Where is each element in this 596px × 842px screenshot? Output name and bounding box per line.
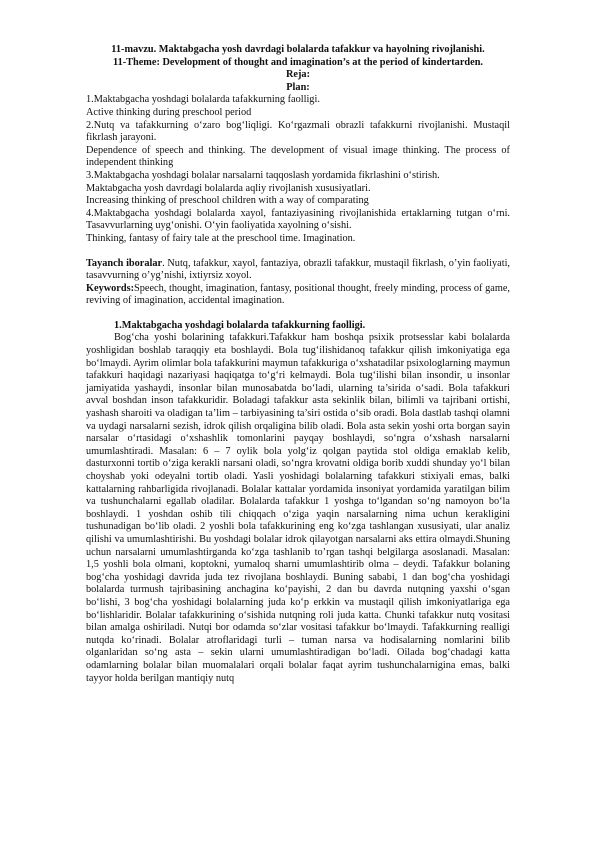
keywords-label: Keywords: — [86, 282, 135, 294]
body-paragraph: Bog‘cha yoshi bolarining tafakkuri.Tafakkur ham boshqa psixik protsesslar kabi bolalarda yoshligidan boshlab taraqqiy eta boshlaydi. Bola tug‘ilishidanoq tafakkur qilish imkoniyatiga ega bo‘lmaydi. Ayrim olimlar bola tafakkurini maymun tafakkuriga o‘xshatadilar psixologlarning maymun tafakkuri haqidagi nazariyasi haqiqatga to‘g‘ri kelmaydi. Bola tug‘ilishi bilan insondir, u insonlar jamiyatida yashaydi, insonlar bilan munosabatda bo‘ladi, ularning ta’sirida o‘sadi. Bola tafakkuri avval boshdan inson tafakkuridir. Boladagi tafakkur asta sekinlik bilan, bilimli va tajribani ortishi, yashash sharoiti va oladigan ta’lim – tarbiyasining ta’siri ostida o‘sib oradi. Bola dastlab tashqi olamni va uydagi narsalarni sezish, idrok qilish orqaligina bilib oladi. Bola asta sekin yoshi orta borgan sayin narsalar o‘rtasidagi o‘xshashlik tomonlarini payqay boshlaydi, so‘ngra o‘xshash narsalarni umumlashtiradi. Masalan: 6 – 7 oylik bola yolg‘iz qolgan paytida stol oldiga emaklab kelib, dasturxonni tortib o‘ziga kerakli narsani oladi, so‘ngra krovatni oldiga borib xuddi shunday yo‘l bilan choyshab yoki odeyalni tortib oladi. Yasli yoshidagi bolalarning tafakkuri stixiyali emas, balki kattalarning rahbarligida rivojlanadi. Bolalar kattalar yordamida insoniyat yordamida yaratilgan bilim va tushunchalarni egallab oladilar. Bolalarda tafakkur 1 yoshga to‘lgandan so‘ng namoyon bo‘la boshlaydi. 1 yoshdan oshib tili chiqqach o‘ziga yaqin narsalarning nima uchun kerakligini tushunadigan bo‘lib oladi. 2 yoshli bola tafakkurining eng ko‘zga tashlangan xususiyati, ular analiz qilishi va umumlashtirishi. Bu yoshdagi bolalar idrok qilayotgan narsalarni aks ettira olmaydi.Shuning uchun narsalarni umumlashtirganda ko‘zga tashlanib to’rgan tashqi belgilarga asoslanadi. Masalan: 1,5 yoshli bola olmani, koptokni, yumaloq sharni umumlashtirib olma – deydi. Tafakkur bolaning bog‘cha yoshidagi davrida juda tez rivojlana boshlaydi. Buning sababi, 1 dan bog‘cha yoshidagi bolalarda turmush tajribasining anchagina ko‘payishi, 2 dan bu davrda nutqning yaxshi o‘sgan bo‘lishi, 3 bog‘cha yoshidagi bolalarning juda ko‘p erkkin va mustaqil qilish imkoniyatlariga ega bo‘lishlaridir. Bolalar tafakkurining o‘sishida nutqning roli juda katta. Chunki tafakkur nutq vositasi bilan amalga oshiriladi. Nutqi bor odamda so‘zlar vositasi tafakkur bo‘lmaydi. Tafakkurning realligi nutqda ko‘rinadi. Bolalar atroflaridagi turli – tuman narsa va hodisalarning nomlarini bilib olganlaridan so‘ng asta – sekin ularni umumlashtiradigan bo‘ladi. Oilada bog‘chadagi katta odamlarning bolalar bilan muomalalari orqali bolalar faqat ayrim tushunchalarnigina emas, balki tayyor holda berilgan mantiqiy nutq — [86, 332, 510, 684]
keywords — [86, 283, 510, 308]
title-english: 11-Theme: Development of thought and imagination’s at the period of kindertarden. — [112, 56, 484, 68]
section-heading-text: 1.Maktabgacha yoshdagi bolalarda tafakkurning faolligi. — [114, 319, 366, 331]
tayanch-label: Tayanch iboralar — [86, 257, 163, 269]
plan-item: 4.Maktabgacha yoshdagi bolalarda xayol, fantaziyasining rivojlanishida ertaklarning tutgan o‘rni. Tasavvurlarning uyg‘onishi. O‘yin faoliyatida xayolning o‘sishi. — [86, 207, 510, 232]
reja-heading: Reja: — [285, 69, 310, 81]
title-uzbek: 11-mavzu. Maktabgacha yosh davrdagi bolalarda tafakkur va hayolning rivojlanishi. — [111, 44, 485, 55]
plan-item: Maktabgacha yosh davrdagi bolalarda aqliy rivojlanish xususiyatlari. — [86, 182, 371, 194]
plan-item: 1.Maktabgacha yoshdagi bolalarda tafakkurning faolligi. — [86, 94, 320, 106]
plan-heading: Plan: — [286, 81, 310, 93]
keywords-text: Speech, thought, imagination, fantasy, positional thought, freely minding, process of game, reviving of imagination, accidental imagination. — [86, 282, 510, 307]
tayanch-iboralar — [86, 258, 510, 283]
plan-item: 2.Nutq va tafakkurning o‘zaro bog‘liqligi. Ko‘rgazmali obrazli tafakkurni rivojlanishi. Mustaqil fikrlash jarayoni. — [86, 119, 510, 144]
section-heading — [86, 320, 510, 333]
plan-item: Dependence of speech and thinking. The development of visual image thinking. The process of independent thinking — [86, 144, 510, 169]
plan-item: Thinking, fantasy of fairy tale at the preschool time. Imagination. — [86, 232, 356, 244]
plan-item: 3.Maktabgacha yoshdagi bolalar narsalarni taqqoslash yordamida fikrlashini o‘stirish. — [86, 169, 440, 181]
plan-item: Increasing thinking of preschool children with a way of comparating — [86, 195, 369, 207]
plan-item: Active thinking during preschool period — [86, 106, 252, 118]
tayanch-text: . Nutq, tafakkur, xayol, fantaziya, obrazli tafakkur, mustaqil fikrlash, o’yin faoliyati, tasavvurning o’yg’nishi, ixtiyrsiz xoyol. — [86, 257, 511, 282]
